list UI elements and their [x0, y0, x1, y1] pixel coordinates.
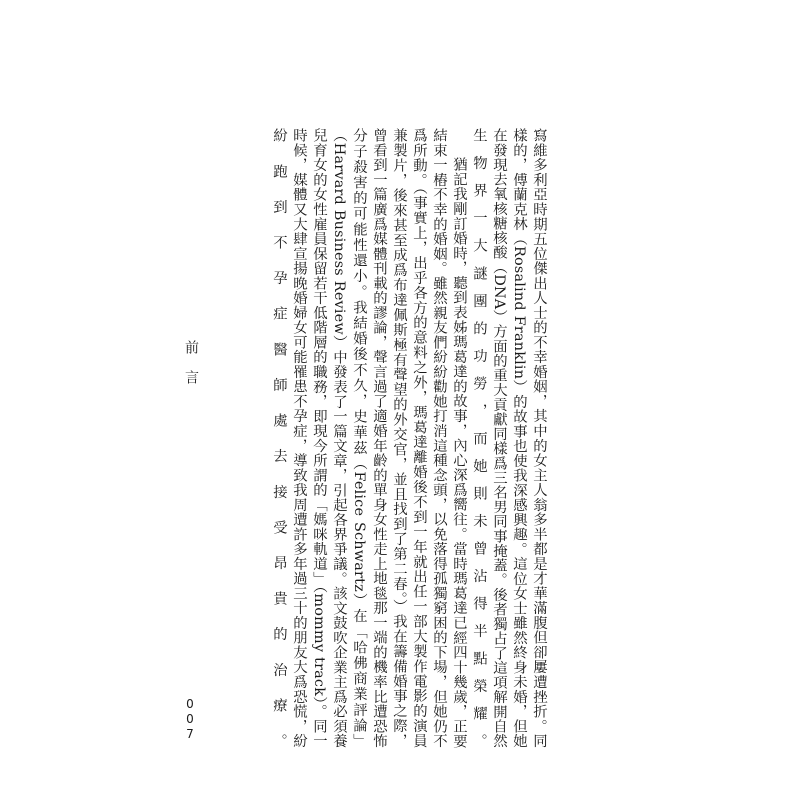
- paragraph-1: 寫維多利亞時期五位傑出人士的不幸婚姻，其中的女主人翁多半都是才華滿腹但卻屢遭挫折。同樣的，傅蘭克林（Rosalind Franklin）的故事也使我深感興趣。這位女士雖然終身未婚，但她在發現去氧核糖核酸（DNA）方面的重大貢獻同樣爲三名男同事掩蓋。後者獨占了這項解開自然生物界一大謎團的功勞，而她則未曾沾得半點榮耀。: [471, 128, 547, 748]
- running-head: 前言: [183, 340, 199, 400]
- paragraph-2: 猶記我剛訂婚時，聽到表姊瑪葛達的故事，內心深爲嚮往。當時瑪葛達已經四十幾歲，正要結束一樁不幸的婚姻。雖然親友們紛紛勸她打消這種念頭，以免落得孤獨窮困的下場，但她仍不爲所動。（事實上，出乎各方的意料之外，瑪葛達離婚後不到一年就出任一部大製作電影的演員兼製片，後來甚至成爲布達佩斯極有聲望的外交官，並且找到了第二春。）我在籌備婚事之際，曾看到一篇廣爲媒體刊載的謬論，聲言過了適婚年齡的單身女性走上地毯那一端的機率比遭恐怖分子殺害的可能性還小。我結婚後不久，史華茲（Felice Schwartz）在「哈佛商業評論」（Harvard Business Review）中發表了一篇文章，引起各界爭議。該文鼓吹企業主爲必須養兒育女的女性雇員保留若干低階層的職務，即現今所謂的「媽咪軌道」（mommy track）。同一時候，媒體又大肆宣揚晚婚婦女可能罹患不孕症，導致我周遭許多年過三十的朋友大爲恐慌，紛紛跑到不孕症醫師處去接受昂貴的治療。: [271, 128, 467, 748]
- page-number: 007: [183, 697, 197, 742]
- body-text: [269, 128, 549, 748]
